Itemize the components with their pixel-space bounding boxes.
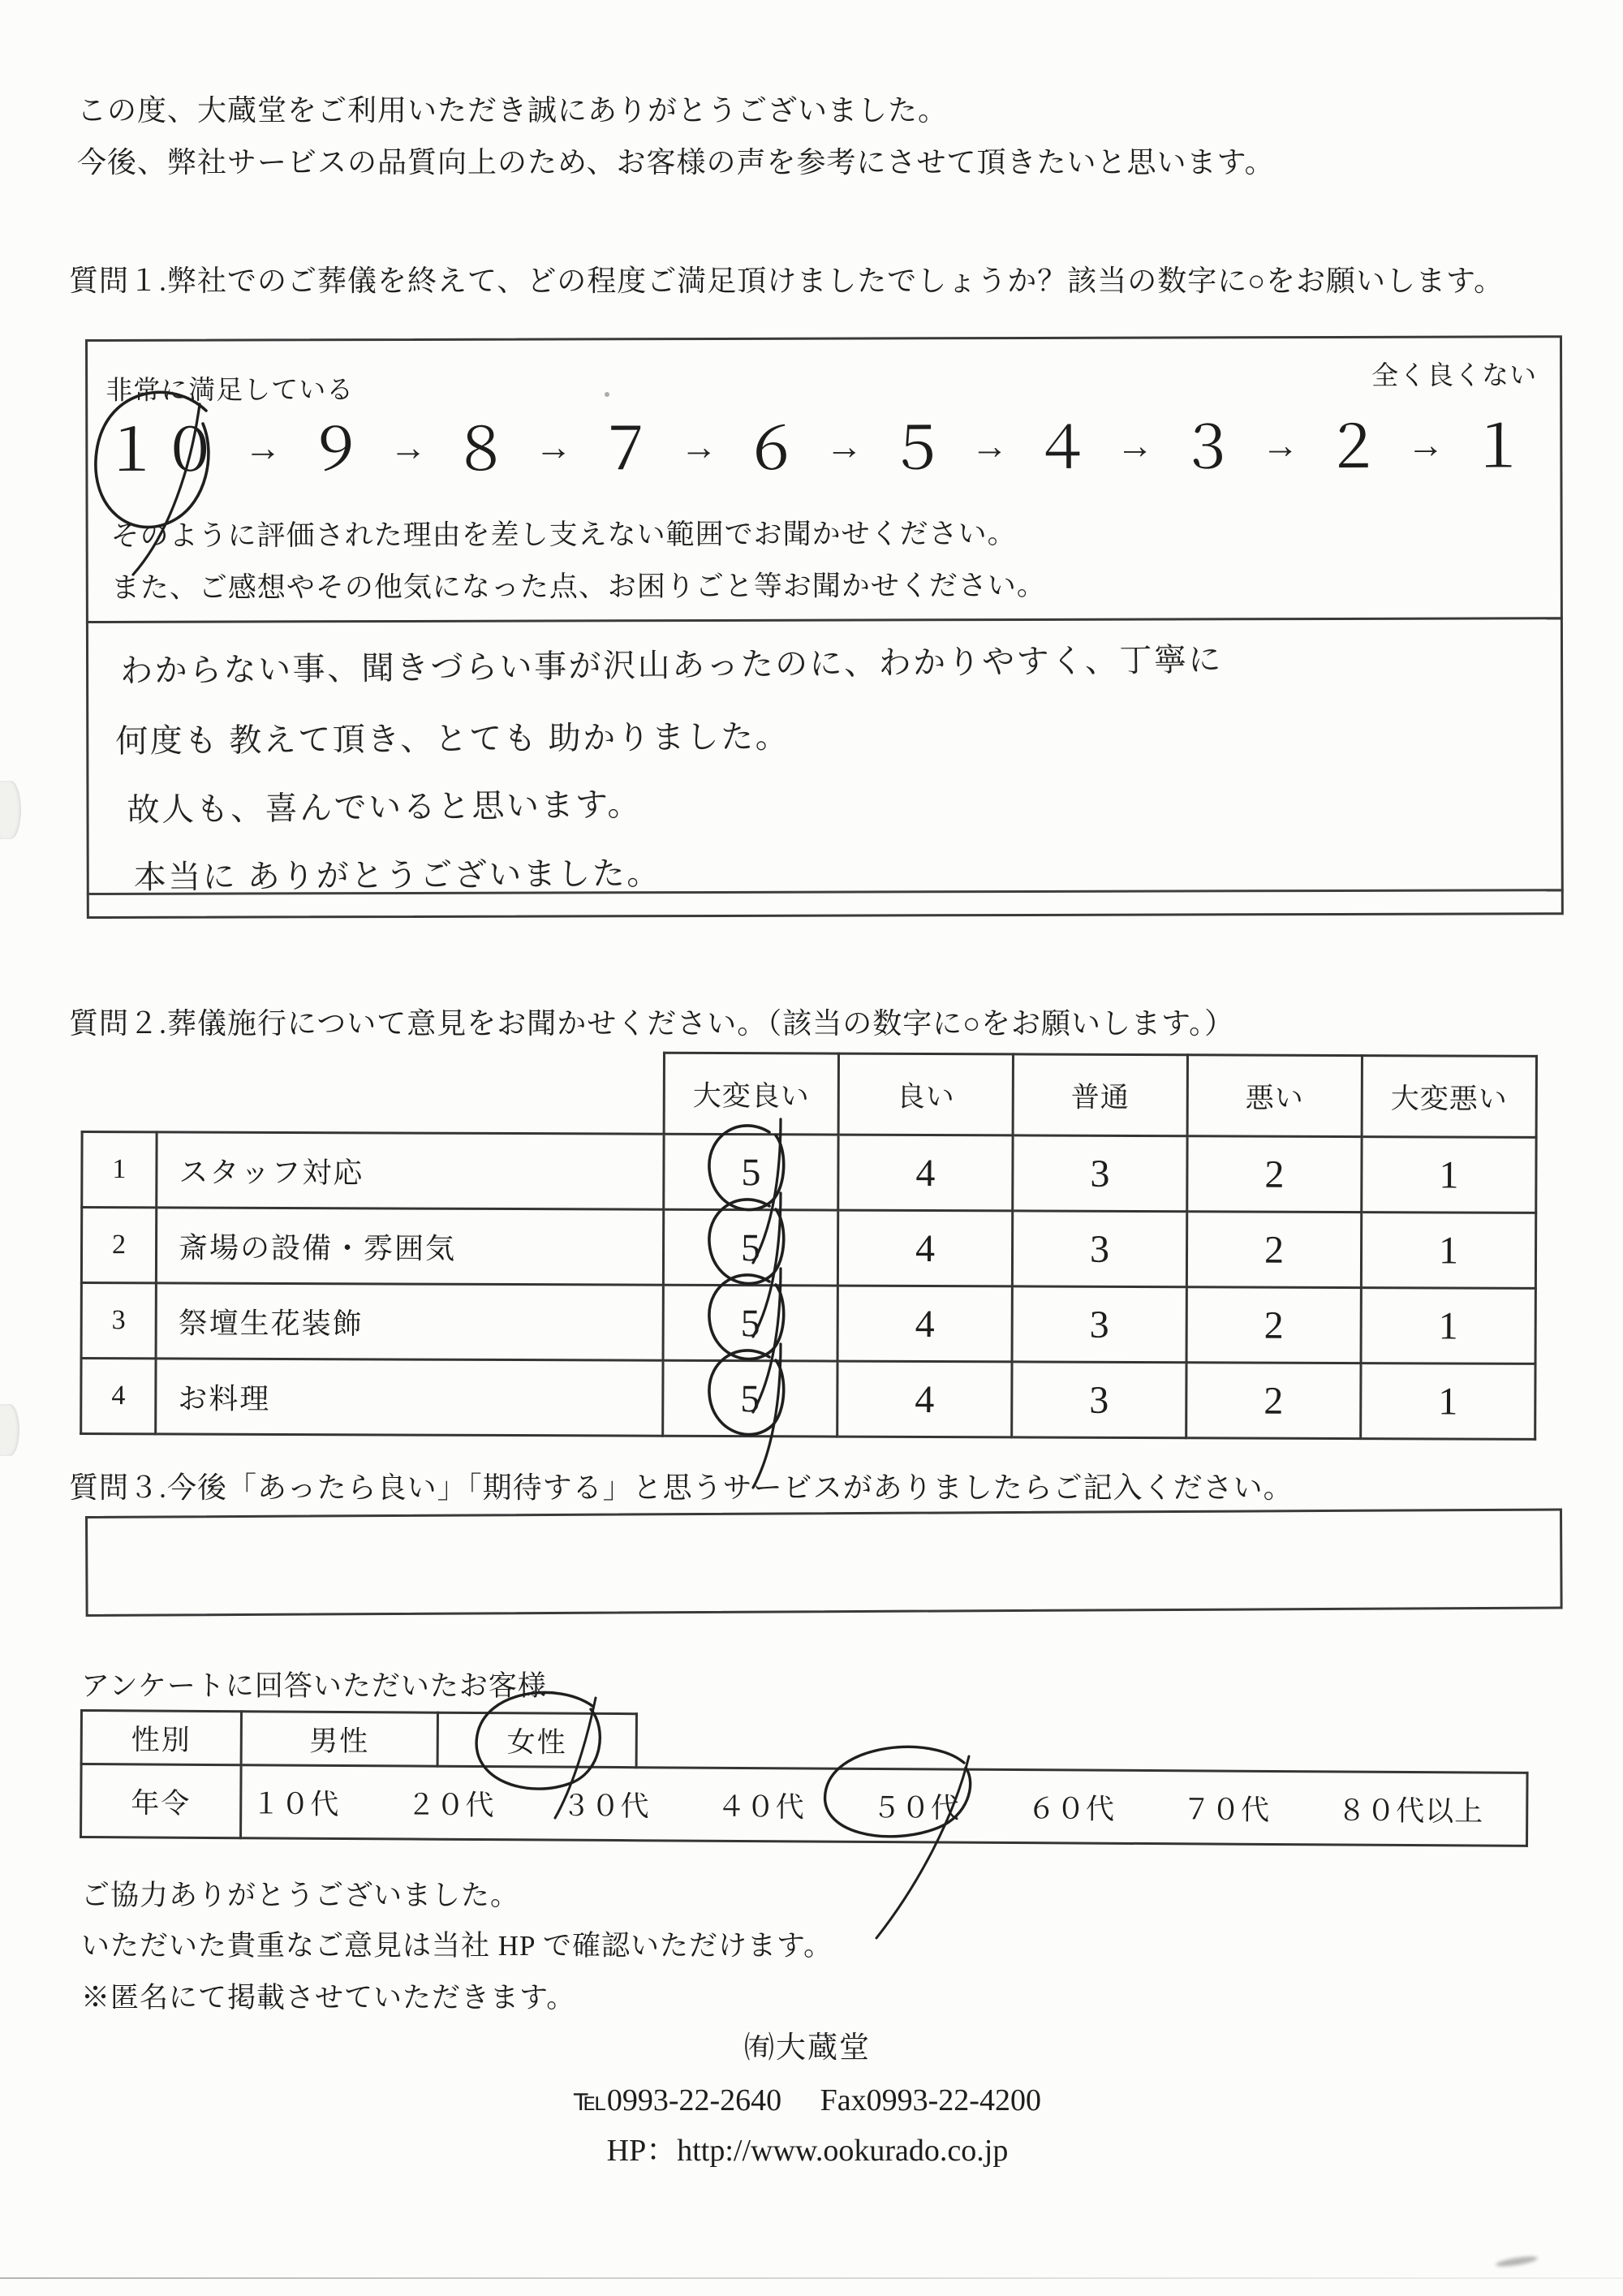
arrow-icon: → <box>243 426 282 468</box>
arrow-icon: → <box>825 424 863 467</box>
thanks-line-2: いただいた貴重なご意見は当社 HP で確認いただけます。 <box>81 1930 833 1962</box>
rating-2: 2 <box>1186 1363 1361 1439</box>
rating-1: 1 <box>1361 1288 1535 1364</box>
scale-value-6: ６ <box>742 416 801 482</box>
scan-speck <box>605 392 609 397</box>
gender-row-filler <box>636 1714 1527 1773</box>
table-row <box>81 1283 1535 1364</box>
company-homepage: HP：http://www.ookurado.co.jp <box>606 2134 1009 2168</box>
table-row <box>82 1132 1536 1213</box>
table-row <box>81 1208 1535 1289</box>
rating-3: 3 <box>1012 1286 1186 1363</box>
rating-3: 3 <box>1013 1135 1187 1212</box>
q1-prompt-1: そのように評価された理由を差し支えない範囲でお聞かせください。 <box>110 517 1017 552</box>
column-header: 大変悪い <box>1362 1056 1536 1138</box>
rating-4: 4 <box>837 1210 1012 1286</box>
rating-5: 5 <box>663 1285 837 1361</box>
company-name: ㈲大蔵堂 <box>744 2031 871 2065</box>
age-options <box>242 1781 1526 1830</box>
question1-heading: 質問１.弊社でのご葬儀を終えて、どの程度ご満足頂けましたでしょうか？該当の数字に○をお願いします。 <box>69 265 1505 297</box>
row-label: 斎場の設備・雰囲気 <box>156 1208 663 1285</box>
age-options-cell <box>241 1765 1528 1846</box>
respondent-heading: アンケートに回答いただいたお客様 <box>81 1670 547 1702</box>
thanks-line-1: ご協力ありがとうございました。 <box>81 1880 520 1911</box>
rating-4: 4 <box>838 1135 1013 1211</box>
intro-line-1: この度、大蔵堂をご利用いただき誠にありがとうございました。 <box>77 94 949 127</box>
scale-value-2: ２ <box>1324 415 1383 480</box>
column-header: 悪い <box>1187 1055 1362 1137</box>
row-number: 4 <box>81 1359 156 1434</box>
handwritten-line: 故人も、喜んでいると思います。 <box>127 786 643 829</box>
row-label: 祭壇生花装飾 <box>156 1283 663 1360</box>
scan-notch <box>0 1404 19 1456</box>
rating-scale <box>102 404 1527 493</box>
arrow-icon: → <box>535 425 573 468</box>
scale-left-label: 非常に満足している <box>105 376 355 406</box>
age-option-20s: ２０代 <box>407 1788 495 1821</box>
respondent-table <box>80 1709 1529 1847</box>
rating-1: 1 <box>1362 1137 1536 1213</box>
arrow-icon: → <box>680 425 718 467</box>
rating-5: 5 <box>663 1360 837 1437</box>
rating-5: 5 <box>664 1134 838 1210</box>
question3-heading: 質問３.今後「あったら良い」「期待する」と思うサービスがありましたらご記入ください。 <box>69 1471 1294 1504</box>
scan-smudge <box>1496 2255 1539 2268</box>
scale-value-10: １０ <box>102 418 220 484</box>
scale-right-label: 全く良くない <box>1371 361 1538 391</box>
arrow-icon: → <box>1116 424 1154 467</box>
table-row <box>81 1359 1535 1440</box>
age-option-80s: ８０代以上 <box>1337 1794 1484 1828</box>
age-option-70s: ７０代 <box>1182 1793 1271 1826</box>
intro-line-2: 今後、弊社サービスの品質向上のため、お客様の声を参考にさせて頂きたいと思います。 <box>77 146 1275 179</box>
handwritten-line: わからない事、聞きづらい事が沢山あったのに、わかりやすく、丁寧に <box>119 640 1224 690</box>
scale-value-5: ５ <box>887 416 947 481</box>
handwritten-line: 本当に ありがとうございました。 <box>133 855 661 896</box>
age-option-60s: ６０代 <box>1027 1792 1116 1825</box>
scale-value-7: ７ <box>596 416 656 482</box>
rating-5: 5 <box>663 1209 837 1286</box>
scale-value-1: １ <box>1469 414 1528 480</box>
question2-table <box>80 1049 1538 1441</box>
age-label: 年令 <box>81 1764 242 1838</box>
age-option-50s: ５０代 <box>872 1791 960 1824</box>
row-number: 3 <box>81 1283 156 1359</box>
row-number: 1 <box>82 1132 157 1208</box>
rating-3: 3 <box>1012 1362 1186 1438</box>
header-blank-cell <box>82 1051 664 1135</box>
gender-option-female: 女性 <box>437 1712 636 1767</box>
row-number: 2 <box>81 1208 156 1283</box>
column-header: 良い <box>838 1053 1013 1135</box>
age-option-10s: １０代 <box>252 1787 340 1820</box>
table-header-row <box>82 1051 1536 1138</box>
rating-4: 4 <box>837 1286 1012 1362</box>
arrow-icon: → <box>1406 424 1444 466</box>
rating-2: 2 <box>1186 1287 1361 1363</box>
age-option-40s: ４０代 <box>717 1790 805 1823</box>
question2-heading: 質問２.葬儀施行について意見をお聞かせください。（該当の数字に○をお願いします。） <box>69 1007 1235 1040</box>
arrow-icon: → <box>971 424 1009 467</box>
handwritten-line: 何度も 教えて頂き、とても 助かりました。 <box>115 717 790 760</box>
company-tel-fax: ℡0993-22-2640 Fax0993-22-4200 <box>574 2083 1041 2117</box>
scale-value-3: ３ <box>1178 415 1238 480</box>
rating-1: 1 <box>1361 1213 1535 1289</box>
thanks-line-3: ※匿名にて掲載させていただきます。 <box>81 1982 576 2014</box>
rating-3: 3 <box>1012 1211 1186 1287</box>
q1-prompt-2: また、ご感想やその他気になった点、お困りごと等お聞かせください。 <box>110 569 1046 604</box>
gender-row <box>81 1711 1527 1773</box>
age-row <box>81 1764 1528 1846</box>
arrow-icon: → <box>1261 424 1299 466</box>
row-label: お料理 <box>156 1359 663 1436</box>
comment-area <box>86 617 1564 895</box>
question3-answer-box <box>85 1508 1563 1617</box>
gender-label: 性別 <box>81 1711 241 1765</box>
gender-option-male: 男性 <box>241 1712 437 1766</box>
rating-2: 2 <box>1186 1212 1361 1288</box>
arrow-icon: → <box>389 426 428 468</box>
scale-value-4: ４ <box>1032 416 1092 481</box>
question1-box <box>85 335 1564 919</box>
scan-notch <box>0 781 21 839</box>
column-header: 大変良い <box>664 1053 838 1135</box>
scan-line <box>0 2277 1623 2279</box>
row-label: スタッフ対応 <box>157 1132 664 1209</box>
column-header: 普通 <box>1013 1054 1187 1136</box>
scale-value-8: ８ <box>451 417 510 483</box>
age-option-30s: ３０代 <box>562 1790 650 1822</box>
rating-4: 4 <box>837 1361 1012 1437</box>
rating-2: 2 <box>1187 1136 1362 1213</box>
scale-value-9: ９ <box>306 417 365 483</box>
rating-1: 1 <box>1361 1363 1535 1440</box>
